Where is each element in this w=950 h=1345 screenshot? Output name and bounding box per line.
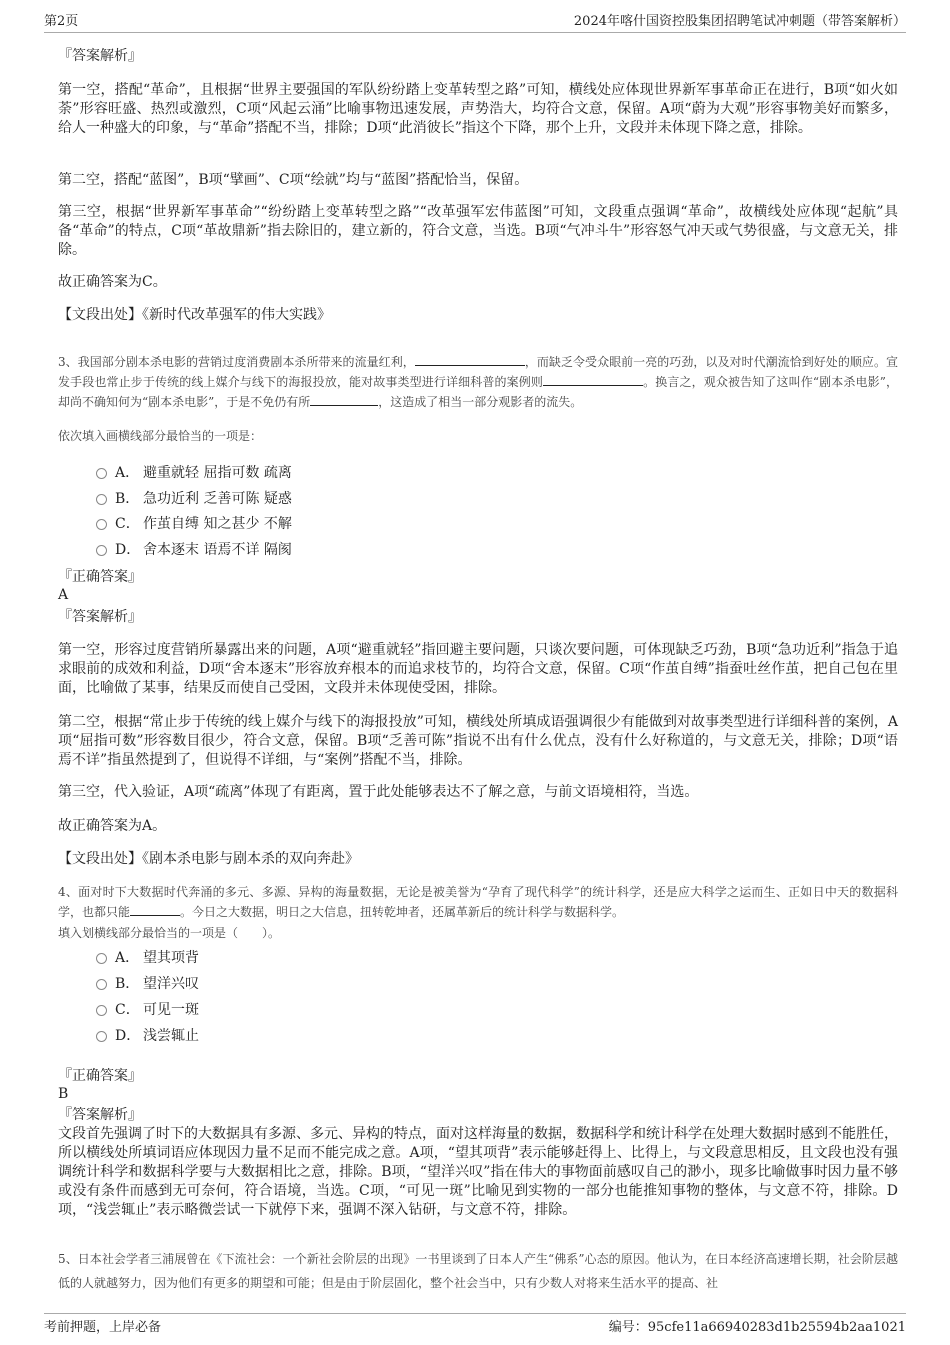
option-text: 作茧自缚 知之甚少 不解	[143, 516, 292, 532]
q4-answer: B	[58, 1086, 69, 1102]
option-letter: C．	[115, 1002, 140, 1018]
q3-analysis-p1: 第一空，形容过度营销所暴露出来的问题，A项“避重就轻”指回避主要问题，只谈次要问题，可体现缺乏巧劲，B项“急功近利”指急于追求眼前的成效和利益，D项“舍本逐末”形容放弃根本的而追求枝节的，均符合文意，保留。C项“作茧自缚”指蚕吐丝作茧，把自己包在里面，比喻做了某事，结果反而使自己受困，文段并未体现使受困，排除。	[58, 642, 898, 696]
q2-analysis-p3: 第三空，根据“世界新军事革命”“纷纷踏上变革转型之路”“改革强军宏伟蓝图”可知，文段重点强调“革命”，故横线处应体现“起航”具备“革命”的特点，C项“革故鼎新”指去除旧的，建立新的，符合文意，当选。B项“气冲斗牛”形容怒气冲天或气势很盛，与文意无关，排除。	[58, 204, 898, 258]
option-text: 避重就轻 屈指可数 疏离	[143, 465, 292, 481]
q4-option-d[interactable]	[96, 1025, 199, 1045]
page-number: 第2页	[44, 14, 79, 29]
q2-analysis-p2: 第二空，搭配“蓝图”，B项“擘画”、C项“绘就”均与“蓝图”搭配恰当，保留。	[58, 172, 529, 188]
q3-answer-label: 『正确答案』	[58, 569, 142, 585]
q3-stem-part-1: 3、我国部分剧本杀电影的营销过度消费剧本杀所带来的流量红利，	[58, 355, 415, 369]
q4-answer-label: 『正确答案』	[58, 1068, 142, 1084]
q3-option-a[interactable]	[96, 462, 292, 482]
option-letter: A．	[115, 465, 140, 481]
q2-conclusion: 故正确答案为C。	[58, 274, 167, 290]
option-text: 急功近利 乏善可陈 疑惑	[143, 491, 292, 507]
option-text: 可见一斑	[143, 1002, 199, 1018]
q4-analysis-label: 『答案解析』	[58, 1107, 142, 1123]
q3-blank-2	[543, 373, 643, 386]
q3-analysis-label: 『答案解析』	[58, 609, 142, 625]
q3-option-d[interactable]	[96, 539, 292, 559]
document-id: 编号：95cfe11a66940283d1b25594b2aa1021	[608, 1320, 906, 1335]
radio-icon[interactable]	[96, 953, 107, 964]
q3-conclusion: 故正确答案为A。	[58, 818, 167, 834]
q4-option-b[interactable]	[96, 973, 199, 993]
option-text: 舍本逐末 语焉不详 隔阂	[143, 542, 292, 558]
q4-blank	[130, 903, 180, 916]
footer-slogan: 考前押题，上岸必备	[44, 1320, 162, 1335]
option-text: 望洋兴叹	[143, 976, 199, 992]
option-text: 浅尝辄止	[143, 1028, 199, 1044]
radio-icon[interactable]	[96, 468, 107, 479]
option-letter: A．	[115, 950, 140, 966]
q3-stem-part-3: 。换言之，观众被告知了这叫作“剧本杀电影”，却尚不确知何为“剧本杀电影”，于是不免仍有所	[58, 375, 898, 409]
page-header	[44, 10, 906, 33]
q2-source: 【文段出处】《新时代改革强军的伟大实践》	[58, 307, 331, 323]
radio-icon[interactable]	[96, 519, 107, 530]
q4-option-a[interactable]	[96, 947, 199, 967]
q4-prompt: 填入划横线部分最恰当的一项是（ ）。	[58, 926, 281, 940]
radio-icon[interactable]	[96, 494, 107, 505]
q5-stem: 5、日本社会学者三浦展曾在《下流社会：一个新社会阶层的出现》一书里谈到了日本人产生“佛系”心态的原因。他认为，在日本经济高速增长期，社会阶层越低的人就越努力，因为他们有更多的期望和可能；但是由于阶层固化，整个社会当中，只有少数人对将来生活水平的提高、社	[58, 1252, 898, 1290]
option-letter: B．	[115, 976, 140, 992]
radio-icon[interactable]	[96, 979, 107, 990]
radio-icon[interactable]	[96, 1031, 107, 1042]
q3-option-c[interactable]	[96, 513, 292, 533]
q3-blank-3	[310, 393, 378, 406]
q3-answer: A	[58, 587, 69, 603]
q4-stem-part-2: 。今日之大数据，明日之大信息，扭转乾坤者，还属革新后的统计科学与数据科学。	[180, 905, 625, 919]
q3-stem-part-4: ，这造成了相当一部分观影者的流失。	[378, 395, 583, 409]
option-letter: C．	[115, 516, 140, 532]
q3-analysis-p3: 第三空，代入验证，A项“疏离”体现了有距离，置于此处能够表达不了解之意，与前文语境相符，当选。	[58, 784, 699, 800]
q3-option-b[interactable]	[96, 488, 292, 508]
q3-prompt: 依次填入画横线部分最恰当的一项是：	[58, 429, 263, 443]
q3-source: 【文段出处】《剧本杀电影与剧本杀的双向奔赴》	[58, 851, 359, 867]
q4-option-c[interactable]	[96, 999, 199, 1019]
option-letter: D．	[115, 542, 141, 558]
option-text: 望其项背	[143, 950, 199, 966]
radio-icon[interactable]	[96, 545, 107, 556]
radio-icon[interactable]	[96, 1005, 107, 1016]
q3-stem	[58, 352, 898, 412]
q4-stem-part-1: 4、面对时下大数据时代奔涌的多元、多源、异构的海量数据，无论是被美誉为“孕育了现代科学”的统计科学，还是应大科学之运而生、正如日中天的数据科学，也都只能	[58, 885, 898, 919]
q3-analysis-p2: 第二空，根据“常止步于传统的线上媒介与线下的海报投放”可知，横线处所填成语强调很少有能做到对故事类型进行详细科普的案例，A项“屈指可数”形容数目很少，符合文意，保留。B项“乏善可陈”指说不出有什么优点，没有什么好称道的，与文意无关，排除；D项“语焉不详”指虽然提到了，但说得不详细，与“案例”搭配不当，排除。	[58, 714, 898, 768]
option-letter: D．	[115, 1028, 141, 1044]
option-letter: B．	[115, 491, 140, 507]
q3-blank-1	[415, 353, 525, 366]
q4-analysis-p1: 文段首先强调了时下的大数据具有多源、多元、异构的特点，面对这样海量的数据，数据科学和统计科学在处理大数据时感到不能胜任，所以横线处所填词语应体现因力量不足而不能完成之意。A项，“望其项背”表示能够赶得上、比得上，与文段意思相反，且文段也没有强调统计科学和数据科学要与大数据相比之意，排除。B项，“望洋兴叹”指在伟大的事物面前感叹自己的渺小，现多比喻做事时因力量不够或没有条件而感到无可奈何，符合语境，当选。C项，“可见一斑”比喻见到实物的一部分也能推知事物的整体，与文意不符，排除。D项，“浅尝辄止”表示略微尝试一下就停下来，强调不深入钻研，与文意不符，排除。	[58, 1126, 898, 1218]
q2-analysis-label: 『答案解析』	[58, 48, 142, 64]
q4-stem	[58, 882, 898, 922]
page-footer	[44, 1313, 906, 1338]
q3-stem-part-2: ，而缺乏令受众眼前一亮的巧劲，以及对时代潮流恰到好处的顺应。宣发手段也常止步于传统的线上媒介与线下的海报投放，能对故事类型进行详细科普的案例则	[58, 355, 898, 389]
document-title: 2024年喀什国资控股集团招聘笔试冲刺题（带答案解析）	[573, 14, 906, 29]
q2-analysis-p1: 第一空，搭配“革命”，且根据“世界主要强国的军队纷纷踏上变革转型之路”可知，横线处应体现世界新军事革命正在进行，B项“如火如荼”形容旺盛、热烈或激烈，C项“风起云涌”比喻事物迅速发展，声势浩大，均符合文意，保留。A项“蔚为大观”形容事物美好而繁多，给人一种盛大的印象，与“革命”搭配不当，排除；D项“此消彼长”指这个下降，那个上升，文段并未体现下降之意，排除。	[58, 82, 898, 136]
